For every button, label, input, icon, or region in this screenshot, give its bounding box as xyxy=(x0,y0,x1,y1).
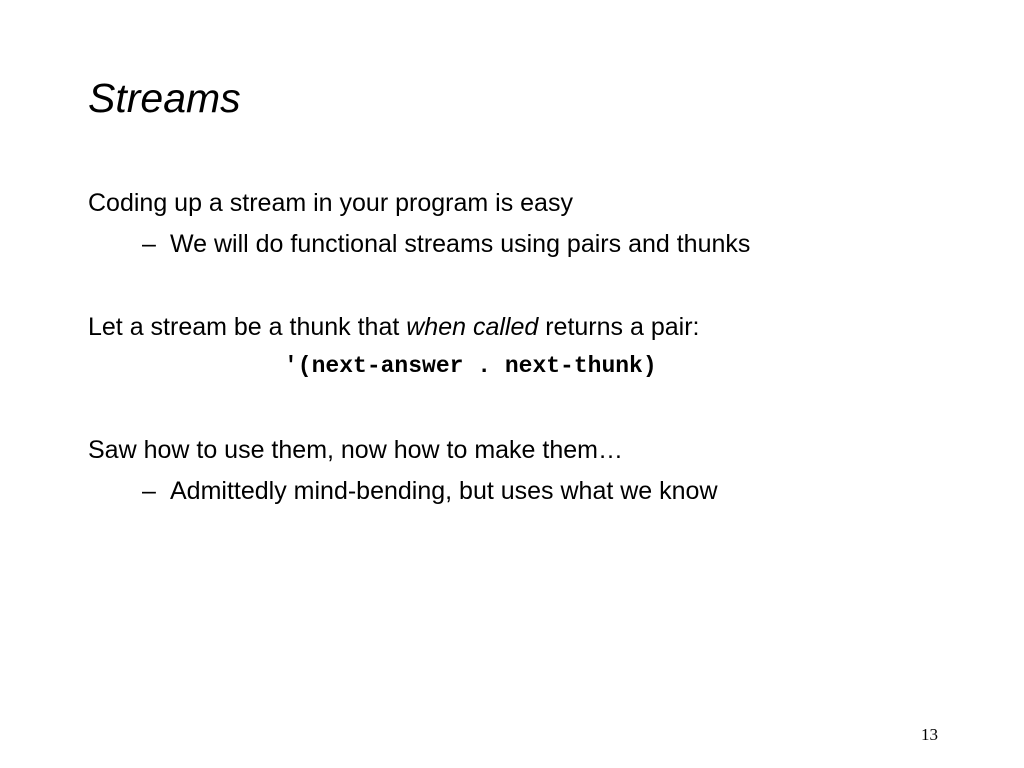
dash: – xyxy=(142,230,156,258)
slide-title: Streams xyxy=(88,75,241,121)
sub-bullet-mind-bending xyxy=(142,476,718,506)
bullet-text-after: returns a pair: xyxy=(538,313,700,341)
bullet-how-to-make: Saw how to use them, now how to make them… xyxy=(88,436,623,464)
page-number: 13 xyxy=(921,725,938,744)
emphasis-text: when called xyxy=(406,313,539,341)
bullet-coding-stream: Coding up a stream in your program is easy xyxy=(88,189,573,217)
sub-bullet-text: Admittedly mind-bending, but uses what we know xyxy=(170,477,718,505)
sub-bullet-text: We will do functional streams using pairs and thunks xyxy=(170,230,751,258)
dash: – xyxy=(142,477,156,505)
bullet-stream-thunk xyxy=(88,312,699,342)
code-pair-example: '(next-answer . next-thunk) xyxy=(284,353,657,379)
bullet-text-before: Let a stream be a thunk that xyxy=(88,313,407,341)
sub-bullet-functional-streams xyxy=(142,229,750,259)
